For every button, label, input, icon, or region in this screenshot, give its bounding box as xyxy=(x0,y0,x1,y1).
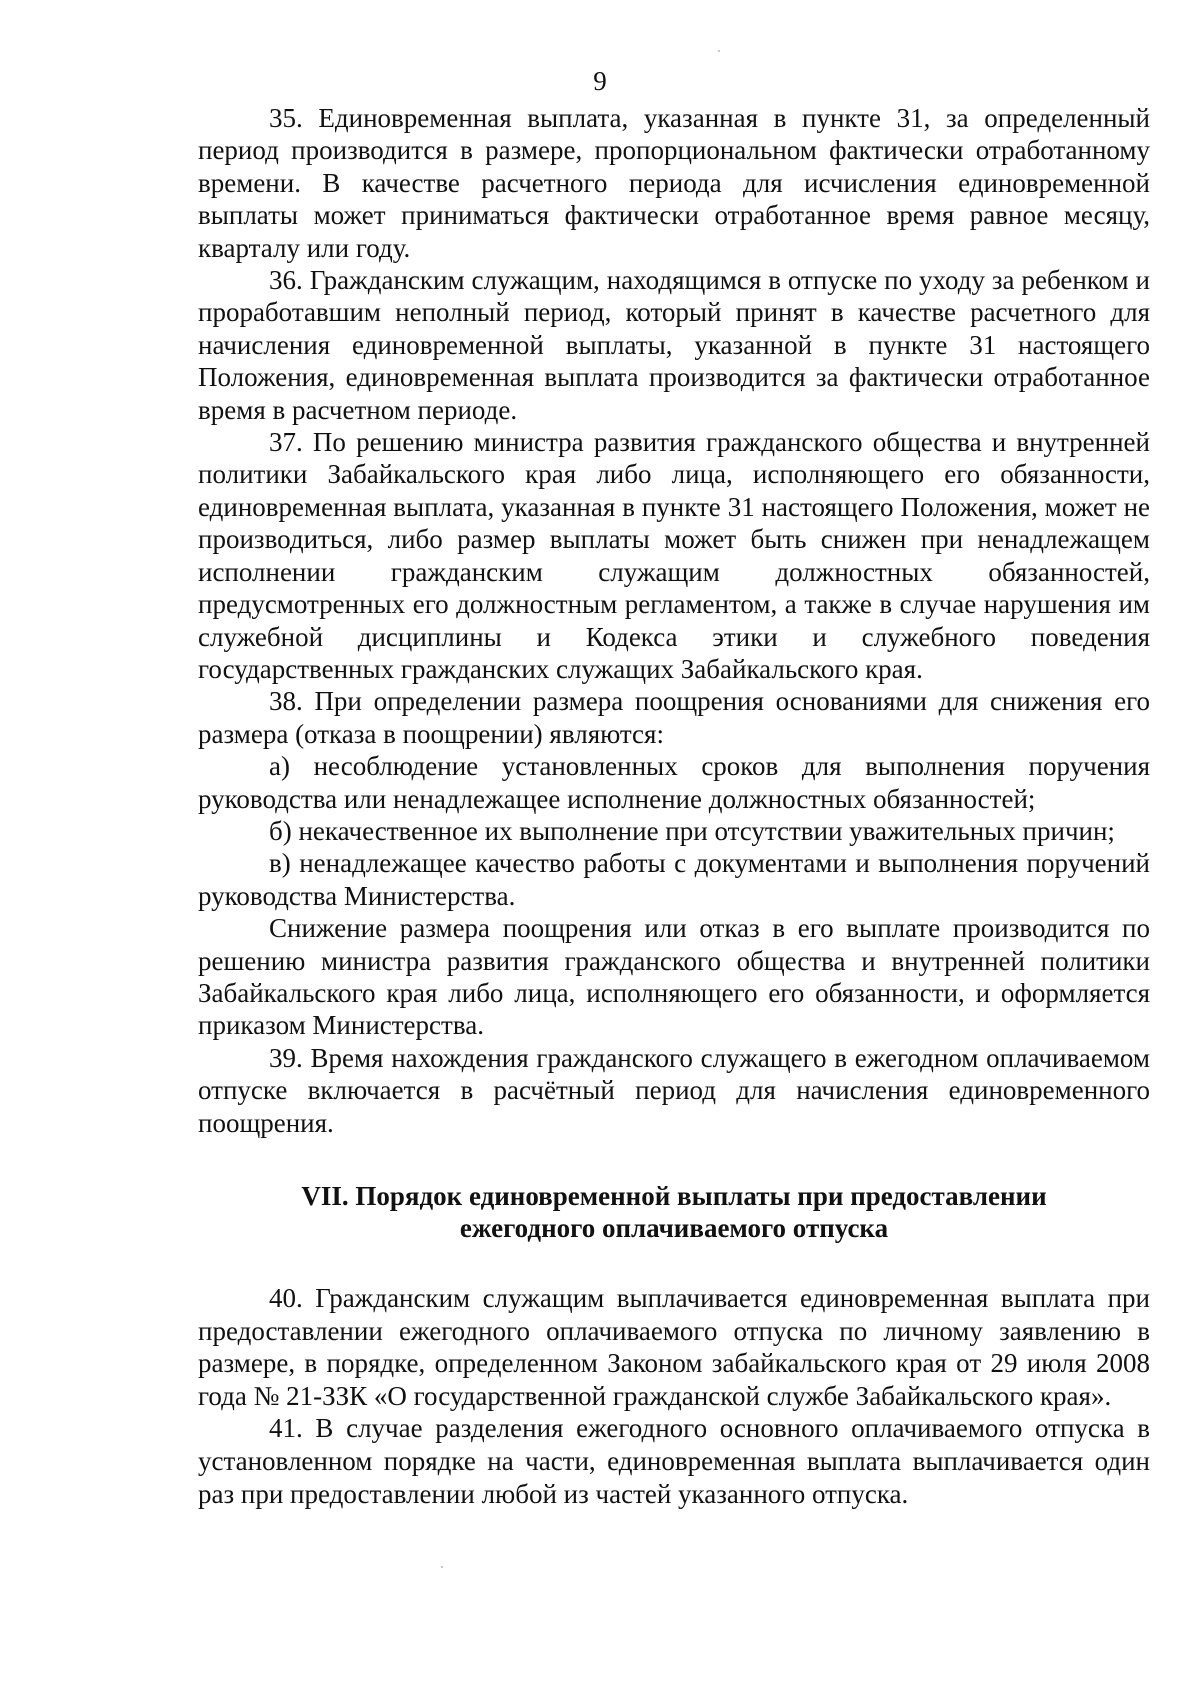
paragraph-40: 40. Гражданским служащим выплачивается единовременная выплата при предоставлении ежегодного оплачиваемого отпуска по личному заявлению в размере, в порядке, определенном Законом забайкальского края от 29 июля 2008 года № 21-ЗЗК «О государственной гражданской службе Забайкальского края». xyxy=(198,1283,1150,1411)
paragraph-reduction: Снижение размера поощрения или отказ в его выплате производится по решению министра развития гражданского общества и внутренней политики Забайкальского края либо лица, исполняющего его обязанности, и оформляется приказом Министерства. xyxy=(198,913,1150,1041)
page-number: 9 xyxy=(593,66,607,96)
scan-speck xyxy=(441,1566,443,1568)
body-text-upper xyxy=(198,102,1150,1139)
paragraph-39: 39. Время нахождения гражданского служащего в ежегодном оплачиваемом отпуске включается в расчётный период для начисления единовременного поощрения. xyxy=(198,1042,1150,1138)
paragraph-38: 38. При определении размера поощрения основаниями для снижения его размера (отказа в поощрении) являются: xyxy=(198,686,1150,749)
paragraph-41: 41. В случае разделения ежегодного основного оплачиваемого отпуска в установленном порядке на части, единовременная выплата выплачивается один раз при предоставлении любой из частей указанного отпуска. xyxy=(198,1413,1150,1509)
list-item-b: б) некачественное их выполнение при отсутствии уважительных причин; xyxy=(269,815,1115,846)
paragraph-35: 35. Единовременная выплата, указанная в пункте 31, за определенный период производится в размере, пропорциональном фактически отработанному времени. В качестве расчетного периода для исчисления единовременной выплаты может приниматься фактически отработанное время равное месяцу, кварталу или году. xyxy=(198,103,1150,263)
paragraph-36: 36. Гражданским служащим, находящимся в отпуске по уходу за ребенком и проработавшим неполный период, который принят в качестве расчетного для начисления единовременной выплаты, указанной в пункте 31 настоящего Положения, единовременная выплата производится за фактически отработанное время в расчетном периоде. xyxy=(198,265,1150,425)
list-item-a: а) несоблюдение установленных сроков для выполнения поручения руководства или ненадлежащее исполнение должностных обязанностей; xyxy=(198,751,1150,814)
list-item-v: в) ненадлежащее качество работы с документами и выполнения поручений руководства Министерства. xyxy=(198,848,1150,911)
section-heading-line-1: VII. Порядок единовременной выплаты при предоставлении xyxy=(301,1181,1047,1211)
paragraph-37: 37. По решению министра развития гражданского общества и внутренней политики Забайкальского края либо лица, исполняющего его обязанности, единовременная выплата, указанная в пункте 31 настоящего Положения, может не производиться, либо размер выплаты может быть снижен при ненадлежащем исполнении гражданским служащим должностных обязанностей, предусмотренных его должностным регламентом, а также в случае нарушения им служебной дисциплины и Кодекса этики и служебного поведения государственных гражданских служащих Забайкальского края. xyxy=(198,427,1150,684)
scan-speck xyxy=(718,50,720,52)
section-heading-line-2: ежегодного оплачиваемого отпуска xyxy=(459,1213,889,1243)
body-text-lower xyxy=(198,1282,1150,1510)
section-heading xyxy=(198,1180,1150,1244)
